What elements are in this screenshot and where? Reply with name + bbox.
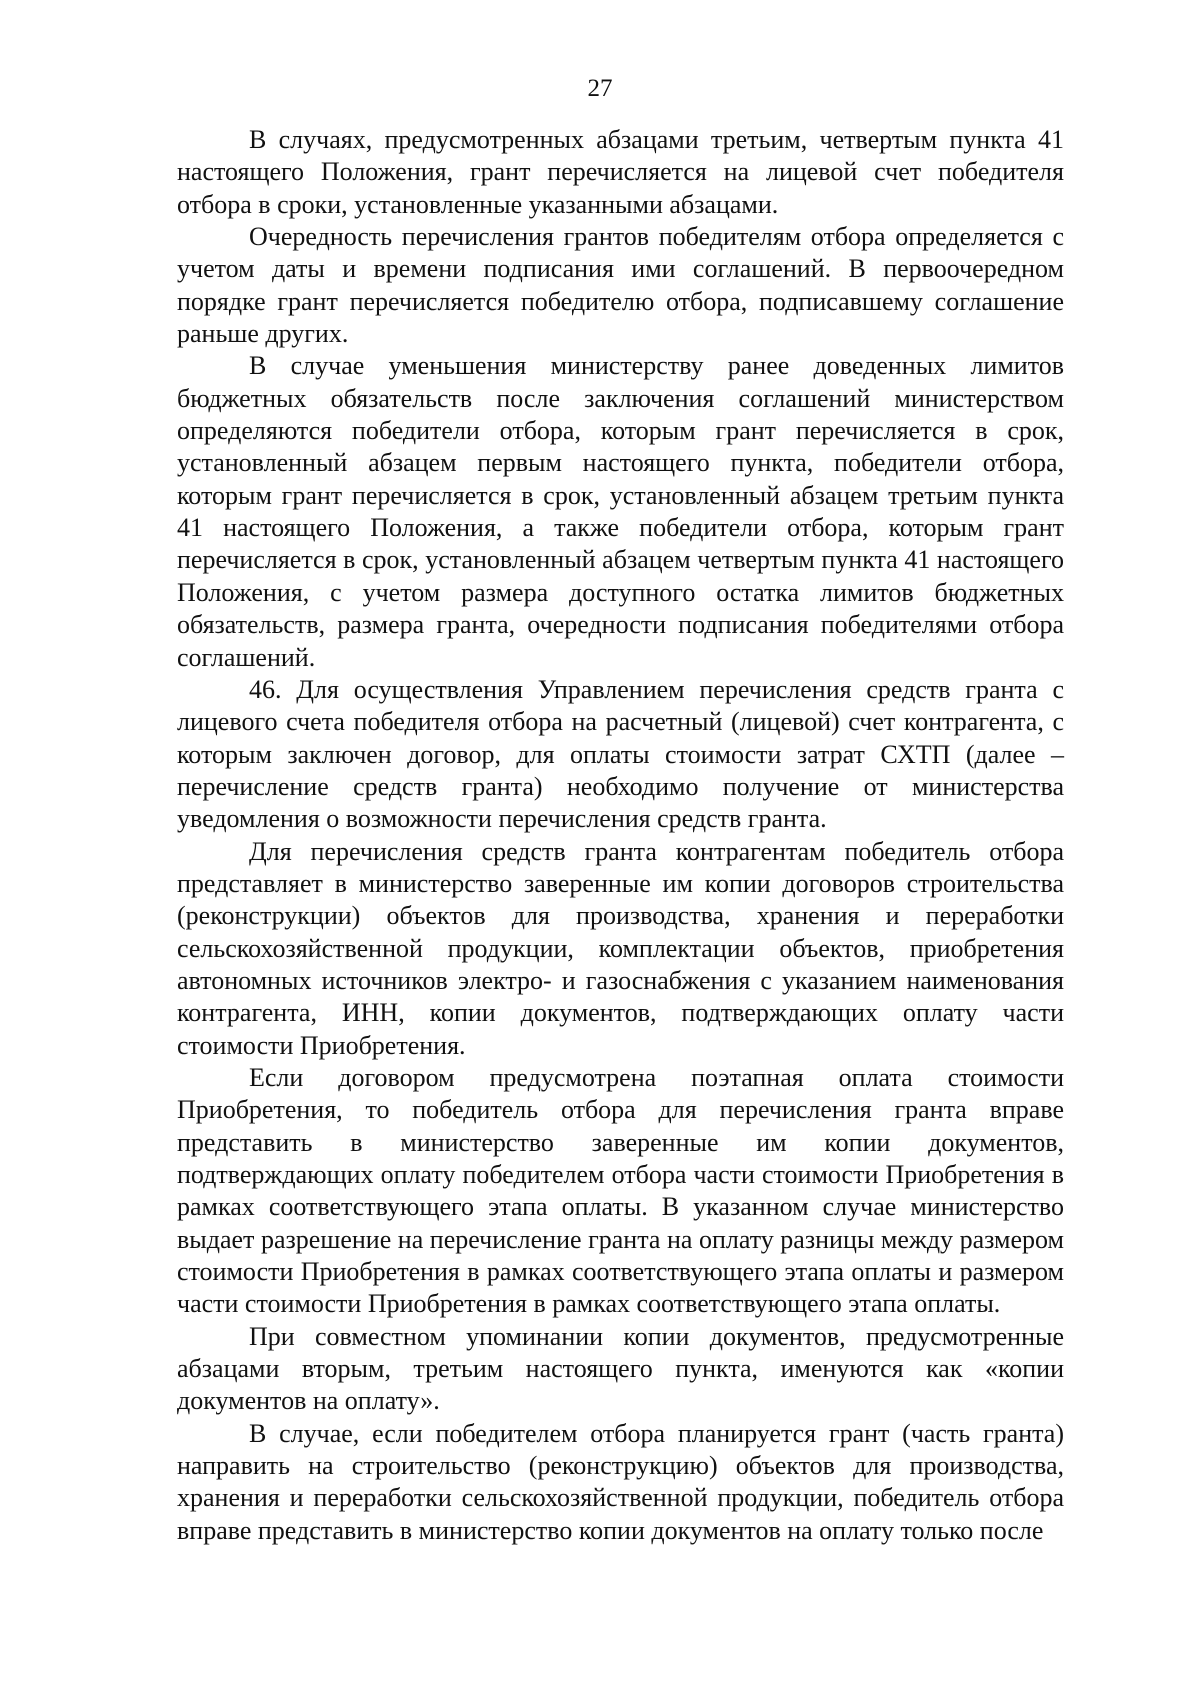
paragraph: В случае, если победителем отбора планируется грант (часть гранта) направить на строительство (реконструкцию) объектов для производства, хранения и переработки сельскохозяйственной продукции, победитель отбора вправе представить в министерство копии документов на оплату только после (177, 1418, 1064, 1545)
paragraph: Очередность перечисления грантов победителям отбора определяется с учетом даты и времени подписания ими соглашений. В первоочередном порядке грант перечисляется победителю отбора, подписавшему соглашение раньше других. (177, 222, 1064, 349)
paragraph: В случаях, предусмотренных абзацами третьим, четвертым пункта 41 настоящего Положения, грант перечисляется на лицевой счет победителя отбора в сроки, установленные указанными абзацами. (177, 125, 1064, 219)
paragraph: Для перечисления средств гранта контрагентам победитель отбора представляет в министерство заверенные им копии договоров строительства (реконструкции) объектов для производства, хранения и переработки сельскохозяйственной продукции, комплектации объектов, приобретения автономных источников электро- и газоснабжения с указанием наименования контрагента, ИНН, копии документов, подтверждающих оплату части стоимости Приобретения. (177, 836, 1064, 1060)
paragraph: 46. Для осуществления Управлением перечисления средств гранта с лицевого счета победителя отбора на расчетный (лицевой) счет контрагента, с которым заключен договор, для оплаты стоимости затрат СХТП (далее – перечисление средств гранта) необходимо получение от министерства уведомления о возможности перечисления средств гранта. (177, 674, 1064, 834)
page-number: 27 (587, 75, 613, 102)
paragraph: При совместном упоминании копии документов, предусмотренные абзацами вторым, третьим настоящего пункта, именуются как «копии документов на оплату». (177, 1321, 1064, 1416)
paragraph: В случае уменьшения министерству ранее доведенных лимитов бюджетных обязательств после заключения соглашений министерством определяются победители отбора, которым грант перечисляется в срок, установленный абзацем первым настоящего пункта, победители отбора, которым грант перечисляется в срок, установленный абзацем третьим пункта 41 настоящего Положения, а также победители отбора, которым грант перечисляется в срок, установленный абзацем четвертым пункта 41 настоящего Положения, с учетом размера доступного остатка лимитов бюджетных обязательств, размера гранта, очередности подписания победителями отбора соглашений. (177, 351, 1064, 672)
paragraph: Если договором предусмотрена поэтапная оплата стоимости Приобретения, то победитель отбора для перечисления гранта вправе представить в министерство заверенные им копии документов, подтверждающих оплату победителем отбора части стоимости Приобретения в рамках соответствующего этапа оплаты. В указанном случае министерство выдает разрешение на перечисление гранта на оплату разницы между размером стоимости Приобретения в рамках соответствующего этапа оплаты и размером части стоимости Приобретения в рамках соответствующего этапа оплаты. (177, 1062, 1064, 1319)
document-body (177, 124, 1064, 1547)
